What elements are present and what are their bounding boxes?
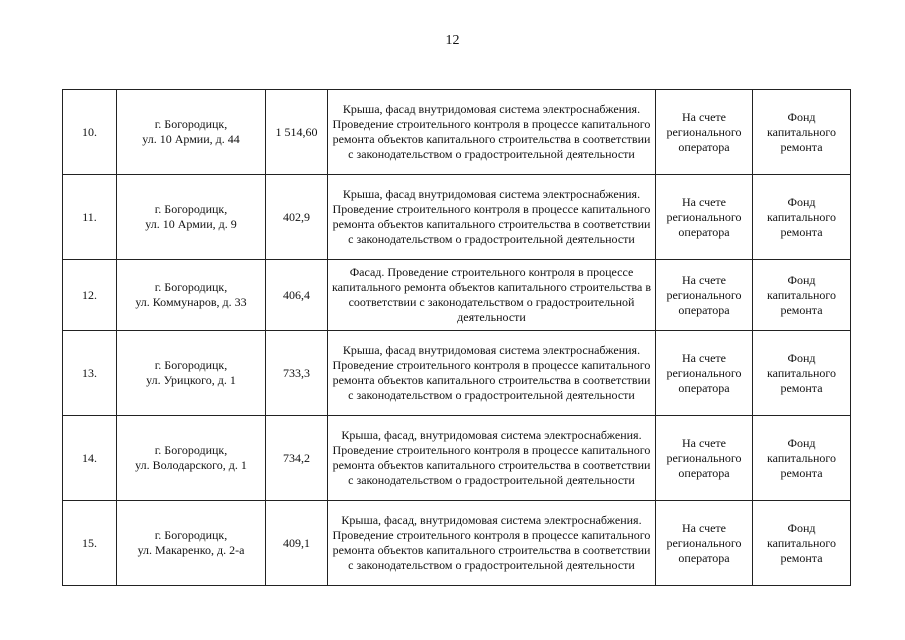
area-cell: 733,3 [266,331,328,416]
address-street: ул. Володарского, д. 1 [135,458,247,472]
works-cell: Крыша, фасад, внутридомовая система электроснабжения. Проведение строительного контроля в процессе капитального ремонта объектов капитального строительства в соответствии с законодательством о градостроительной деятельности [328,501,656,586]
address-cell [117,90,266,175]
account-cell: На счете регионального оператора [656,260,753,331]
fund-cell: Фонд капитального ремонта [753,416,851,501]
works-cell: Фасад. Проведение строительного контроля в процессе капитального ремонта объектов капитального строительства в соответствии с законодательством о градостроительной деятельности [328,260,656,331]
account-cell: На счете регионального оператора [656,416,753,501]
fund-cell: Фонд капитального ремонта [753,90,851,175]
address-street: ул. 10 Армии, д. 9 [145,217,237,231]
table-row [63,501,851,586]
address-street: ул. Коммунаров, д. 33 [135,295,247,309]
row-number: 15. [63,501,117,586]
works-cell: Крыша, фасад внутридомовая система электроснабжения. Проведение строительного контроля в процессе капитального ремонта объектов капитального строительства в соответствии с законодательством о градостроительной деятельности [328,90,656,175]
fund-cell: Фонд капитального ремонта [753,175,851,260]
fund-cell: Фонд капитального ремонта [753,331,851,416]
row-number: 14. [63,416,117,501]
address-city: г. Богородицк, [154,528,228,542]
account-cell: На счете регионального оператора [656,331,753,416]
table-row [63,416,851,501]
area-cell: 734,2 [266,416,328,501]
address-street: ул. Макаренко, д. 2-а [137,543,245,557]
address-city: г. Богородицк, [154,202,228,216]
area-cell: 406,4 [266,260,328,331]
address-street: ул. Урицкого, д. 1 [146,373,236,387]
account-cell: На счете регионального оператора [656,501,753,586]
fund-cell: Фонд капитального ремонта [753,501,851,586]
area-cell: 402,9 [266,175,328,260]
address-city: г. Богородицк, [154,358,228,372]
row-number: 11. [63,175,117,260]
account-cell: На счете регионального оператора [656,175,753,260]
address-city: г. Богородицк, [154,117,228,131]
fund-cell: Фонд капитального ремонта [753,260,851,331]
area-cell: 1 514,60 [266,90,328,175]
works-cell: Крыша, фасад, внутридомовая система электроснабжения. Проведение строительного контроля в процессе капитального ремонта объектов капитального строительства в соответствии с законодательством о градостроительной деятельности [328,416,656,501]
address-cell [117,331,266,416]
address-cell [117,260,266,331]
row-number: 12. [63,260,117,331]
table-row [63,90,851,175]
account-cell: На счете регионального оператора [656,90,753,175]
area-cell: 409,1 [266,501,328,586]
row-number: 13. [63,331,117,416]
address-street: ул. 10 Армии, д. 44 [142,132,240,146]
table-row [63,260,851,331]
works-cell: Крыша, фасад внутридомовая система электроснабжения. Проведение строительного контроля в процессе капитального ремонта объектов капитального строительства в соответствии с законодательством о градостроительной деятельности [328,175,656,260]
works-cell: Крыша, фасад внутридомовая система электроснабжения. Проведение строительного контроля в процессе капитального ремонта объектов капитального строительства в соответствии с законодательством о градостроительной деятельности [328,331,656,416]
table-row [63,175,851,260]
address-cell [117,416,266,501]
table-row [63,331,851,416]
repair-works-table [62,89,851,586]
page-number: 12 [445,33,460,48]
address-city: г. Богородицк, [154,443,228,457]
address-city: г. Богородицк, [154,280,228,294]
address-cell [117,175,266,260]
row-number: 10. [63,90,117,175]
address-cell [117,501,266,586]
